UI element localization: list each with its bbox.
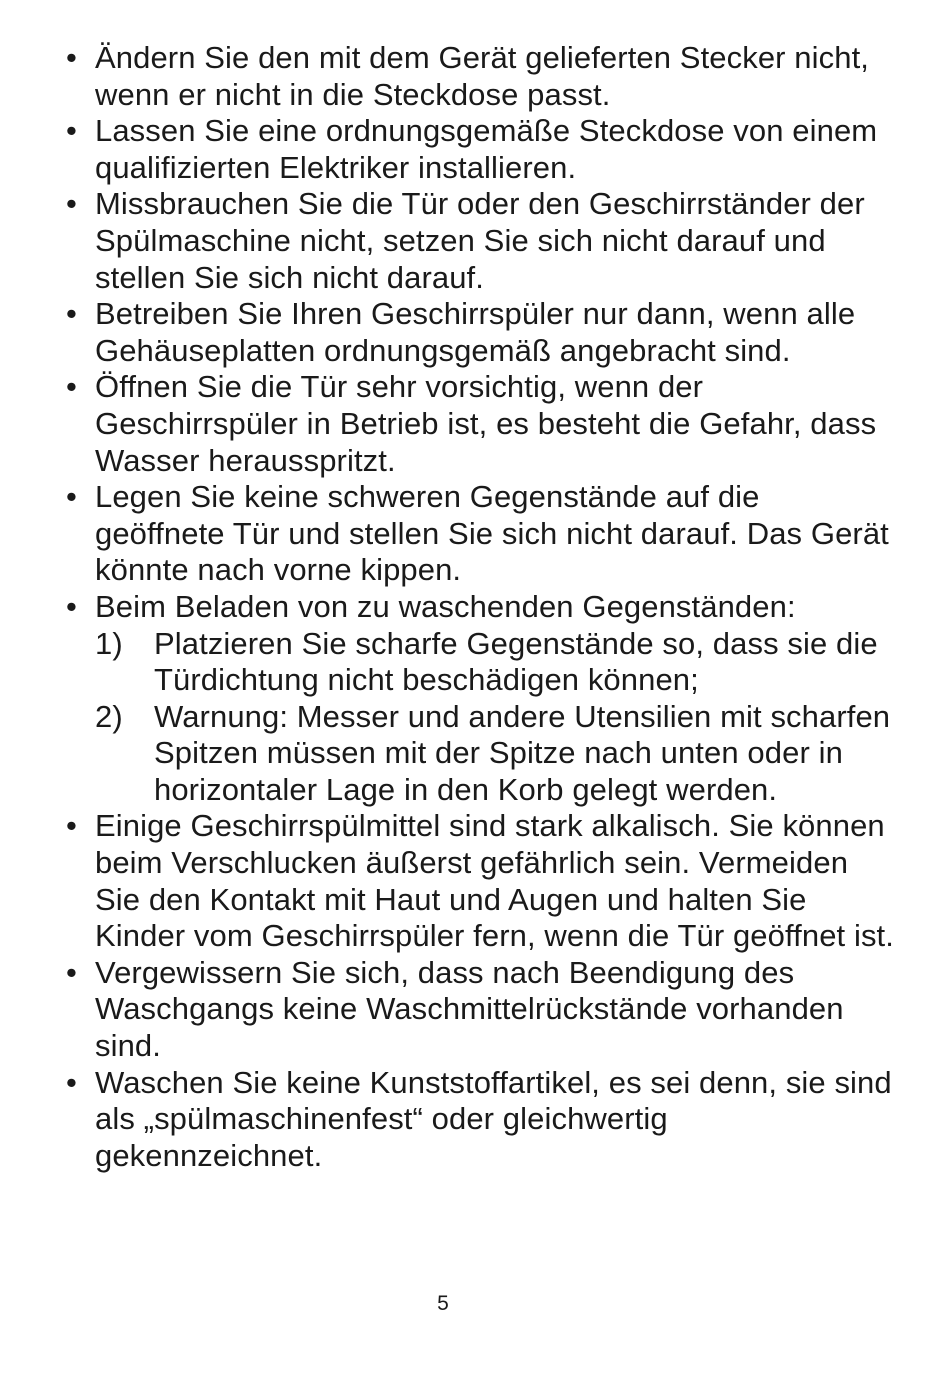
list-item-text: Einige Geschirrspülmittel sind stark alkalisch. Sie können beim Verschlucken äußerst gefährlich sein. Vermeiden Sie den Kontakt mit Haut und Augen und halten Sie Kinder vom Geschirrspüler fern, wenn die Tür geöffnet ist.: [95, 808, 894, 954]
list-item: [66, 589, 896, 809]
list-item: [66, 40, 896, 113]
list-item: [66, 296, 896, 369]
list-item-text: Legen Sie keine schweren Gegenstände auf die geöffnete Tür und stellen Sie sich nicht darauf. Das Gerät könnte nach vorne kippen.: [95, 479, 889, 588]
bullet-icon: •: [66, 113, 77, 149]
bullet-icon: •: [66, 588, 77, 624]
page-number: 5: [437, 1292, 449, 1315]
numbered-sub-item: [95, 626, 896, 699]
safety-instructions-list: [66, 40, 896, 1174]
list-item-text: Waschen Sie keine Kunststoffartikel, es sei denn, sie sind als „spülmaschinenfest“ oder gleichwertig gekennzeichnet.: [95, 1064, 892, 1173]
bullet-icon: •: [66, 296, 77, 332]
sub-item-text: Warnung: Messer und andere Utensilien mit scharfen Spitzen müssen mit der Spitze nach unten oder in horizontaler Lage in den Korb gelegt werden.: [154, 698, 891, 807]
list-item: [66, 808, 896, 954]
bullet-icon: •: [66, 186, 77, 222]
list-item: [66, 479, 896, 589]
list-item-text: Betreiben Sie Ihren Geschirrspüler nur dann, wenn alle Gehäuseplatten ordnungsgemäß angebracht sind.: [95, 296, 856, 368]
list-item: [66, 369, 896, 479]
list-item: [66, 1065, 896, 1175]
sub-item-number: 1): [95, 625, 123, 661]
sub-item-text: Platzieren Sie scharfe Gegenstände so, dass sie die Türdichtung nicht beschädigen können;: [154, 625, 878, 698]
list-item-text: Missbrauchen Sie die Tür oder den Geschirrständer der Spülmaschine nicht, setzen Sie sich nicht darauf und stellen Sie sich nicht darauf.: [95, 186, 865, 295]
bullet-icon: •: [66, 479, 77, 515]
list-item-text: Vergewissern Sie sich, dass nach Beendigung des Waschgangs keine Waschmittelrückstände vorhanden sind.: [95, 954, 844, 1064]
list-item-text: Beim Beladen von zu waschenden Gegenständen:: [95, 588, 796, 624]
list-item-text: Lassen Sie eine ordnungsgemäße Steckdose von einem qualifizierten Elektriker installieren.: [95, 113, 878, 185]
bullet-icon: •: [66, 1064, 77, 1100]
numbered-sub-item: [95, 699, 896, 809]
list-item: [66, 186, 896, 296]
sub-item-number: 2): [95, 698, 123, 734]
bullet-icon: •: [66, 40, 77, 75]
bullet-icon: •: [66, 369, 77, 405]
list-item-text: Ändern Sie den mit dem Gerät gelieferten Stecker nicht, wenn er nicht in die Steckdose passt.: [95, 40, 870, 112]
list-item: [66, 113, 896, 186]
list-item-text: Öffnen Sie die Tür sehr vorsichtig, wenn der Geschirrspüler in Betrieb ist, es besteht die Gefahr, dass Wasser herausspritzt.: [95, 369, 877, 478]
bullet-icon: •: [66, 954, 77, 990]
bullet-icon: •: [66, 808, 77, 844]
list-item: [66, 955, 896, 1065]
